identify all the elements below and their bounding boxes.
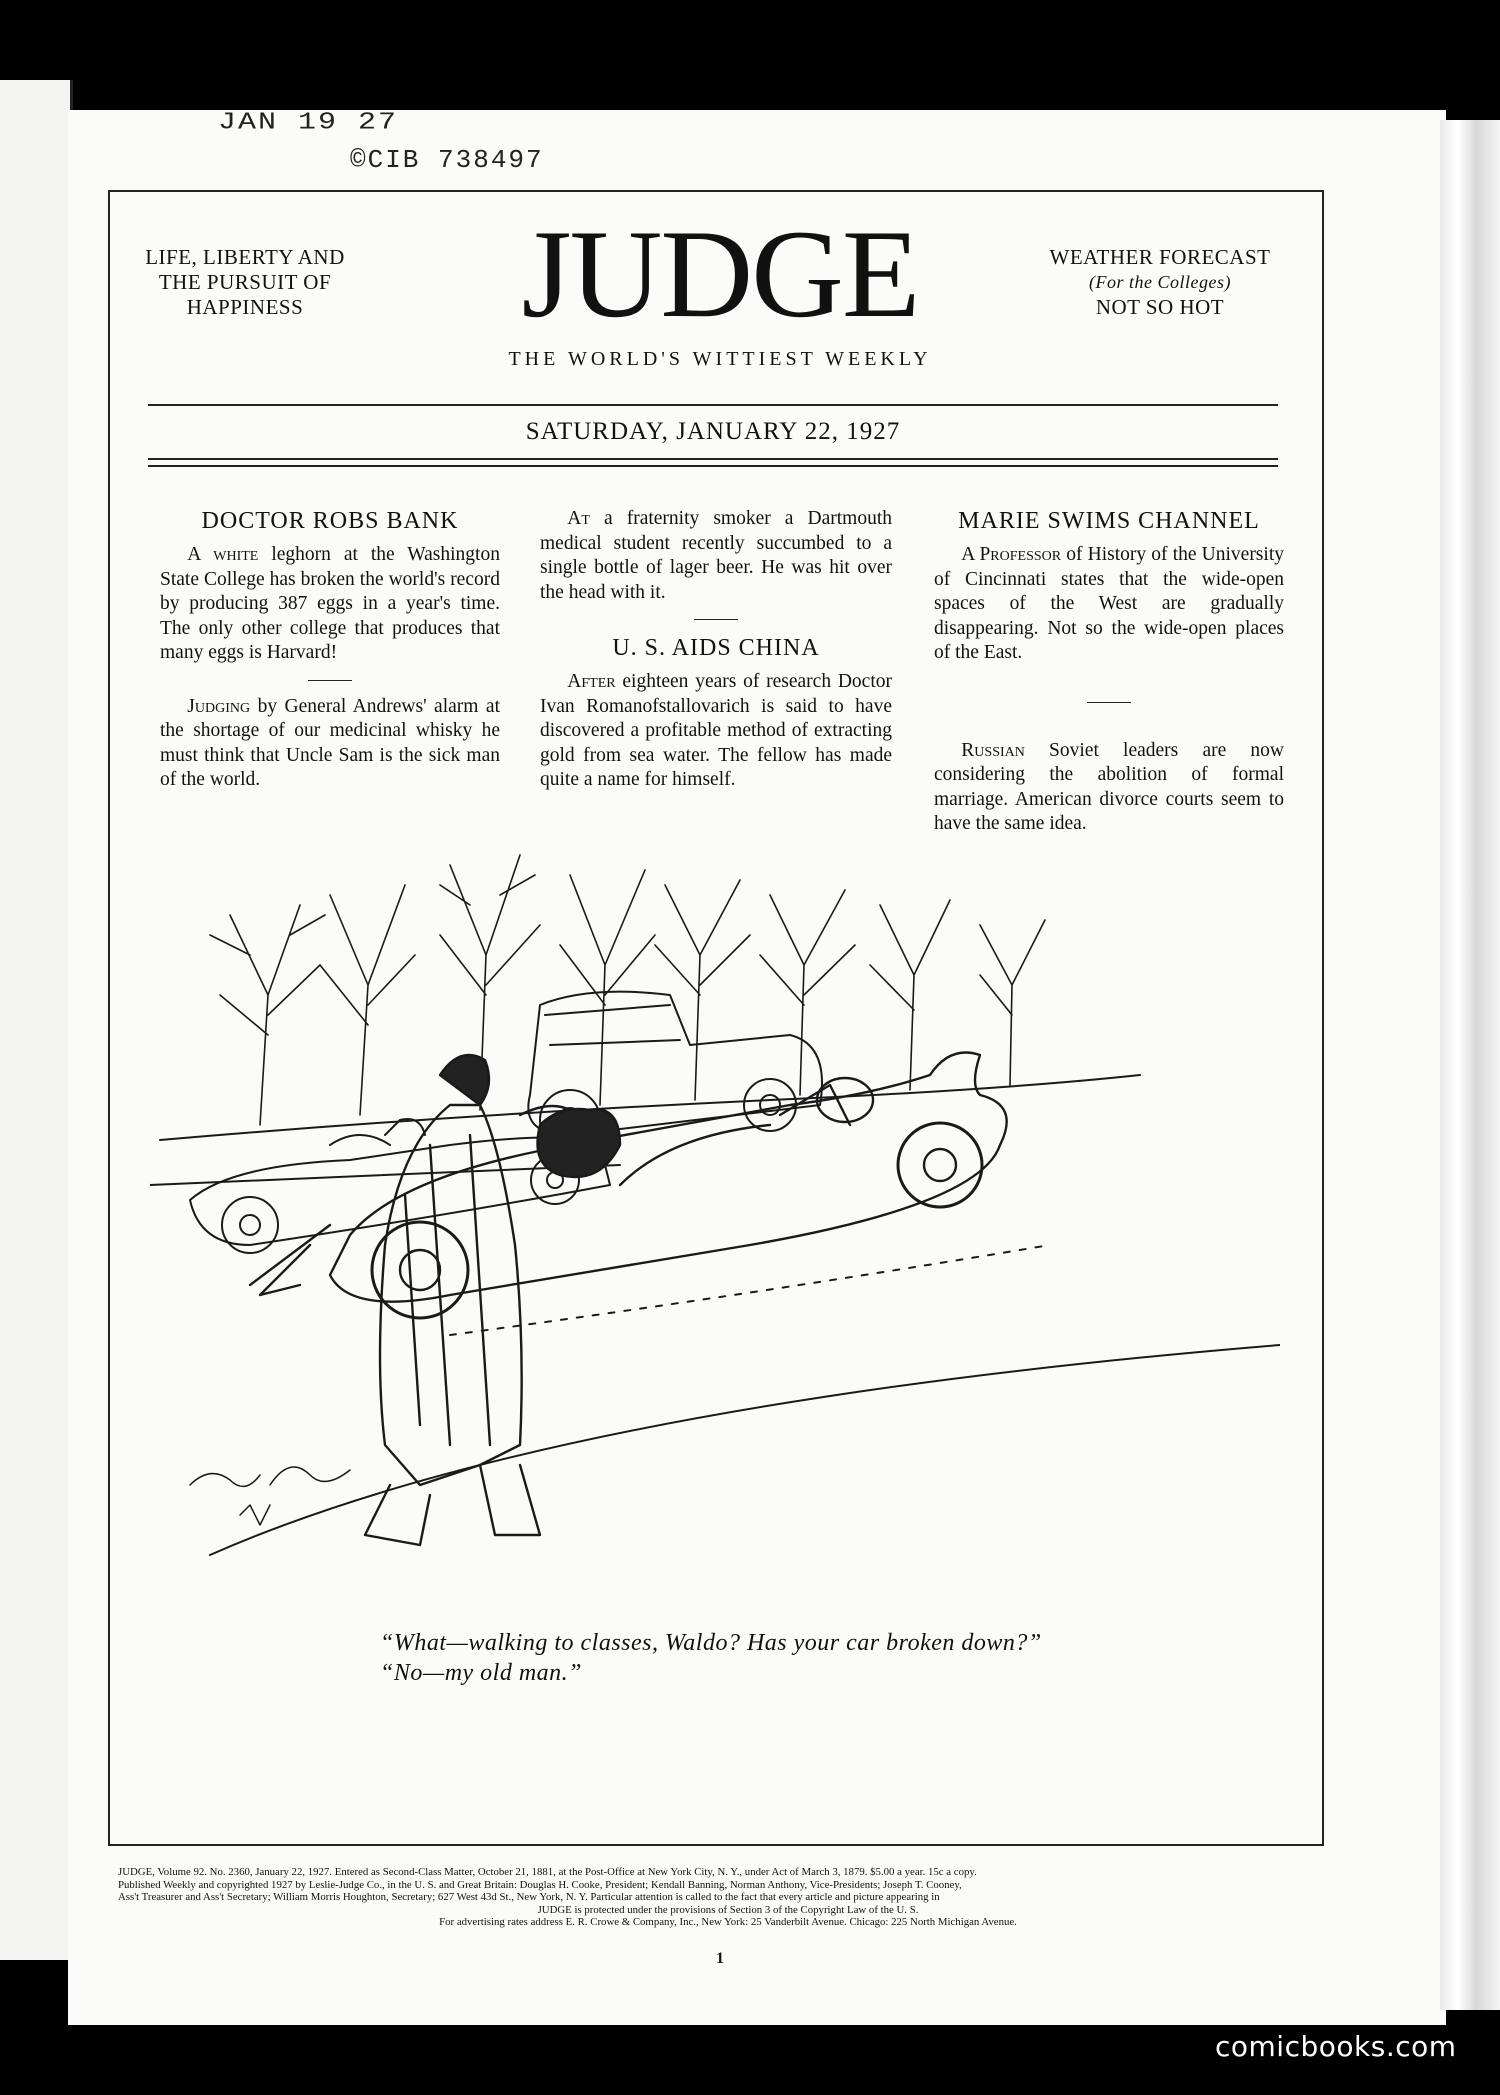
column-3 [934,507,1284,837]
paragraph [160,543,500,666]
headline-marie-swims-channel: MARIE SWIMS CHANNEL [958,508,1260,534]
imprint-line: Published Weekly and copyrighted 1927 by Leslie-Judge Co., in the U. S. and Great Britain: Douglas H. Cooke, President; Kendall Banning, Norman Anthony, Vice-Presidents; Joseph T. Cooney, [118,1878,962,1891]
separator-dash [308,680,352,681]
paragraph [540,507,892,605]
weather-subtitle: (For the Colleges) [1089,272,1231,292]
headline-us-aids-china: U. S. AIDS CHINA [612,635,820,661]
ear-line: HAPPINESS [186,295,304,319]
column-1 [160,507,500,793]
paragraph [160,695,500,793]
copyright-stamp: ©CIB 738497 [350,145,544,175]
lead-words: Judging [187,695,251,717]
book-left-edge [0,80,73,1960]
paragraph [934,739,1284,837]
lead-words: Russian [961,739,1025,761]
paragraph-text: of History of the University of Cincinnati states that the wide-open spaces of the West are gradually disappearing. Not so the wide-open places of the East. [934,544,1284,663]
separator-dash [694,619,738,620]
lead-words: After [567,671,616,692]
separator-dash [1087,702,1131,703]
masthead-title: JUDGE [521,205,919,344]
ear-line: LIFE, LIBERTY AND [145,245,345,269]
site-watermark: comicbooks.com [1215,2030,1457,2063]
issue-date: SATURDAY, JANUARY 22, 1927 [525,418,901,445]
ear-line: THE PURSUIT OF [158,270,332,294]
header-right-ear [1030,245,1290,320]
car-foreground-roadster [250,1053,1007,1319]
masthead-tagline: THE WORLD'S WITTIEST WEEKLY [508,348,932,370]
paragraph [540,670,892,793]
imprint-line: Ass't Treasurer and Ass't Secretary; William Morris Houghton, Secretary; 627 West 43d St., New York, N. Y. Particular attention is called to the fact that every article and picture appearing in [118,1891,940,1903]
paragraph-text: leghorn at the Washington State College has broken the world's record by producing 387 eggs in a year's time. The only other college that produces that many eggs is Harvard! [160,544,500,663]
road-texture [450,1245,1050,1335]
lead-words: At [567,508,590,529]
artist-signature [190,1467,350,1525]
date-rule-2 [148,465,1278,467]
imprint-line: JUDGE, Volume 92. No. 2360, January 22, 1927. Entered as Second-Class Matter, October 21, 1881, at the Post-Office at New York City, N. Y., under Act of March 3, 1879. $5.00 a year. 15c a copy. [118,1866,977,1878]
imprint-line: JUDGE is protected under the provisions of Section 3 of the Copyright Law of the U. S. [537,1903,919,1916]
lead-words: A white [187,544,259,565]
passenger-in-furcoat [538,1109,621,1177]
header-left-ear [130,245,360,320]
weather-title: WEATHER FORECAST [1049,245,1271,269]
date-rule-1 [148,458,1278,460]
column-2 [540,507,892,793]
paragraph-text: eighteen years of research Doctor Ivan Romanofstallovarich is said to have discovered a profitable method of extracting gold from sea water. The fellow has made quite a name for himself. [540,671,892,790]
publication-imprint [118,1866,1338,1929]
header-rule-top [148,404,1278,406]
lead-words: A Professor [961,544,1062,565]
paragraph-text: by General Andrews' alarm at the shortage of our medicinal whisky he must think that Uncle Sam is the sick man of the world. [160,695,500,790]
received-date-stamp: JAN 19 27 [218,109,399,137]
imprint-line: For advertising rates address E. R. Crowe & Company, Inc., New York: 25 Vanderbilt Avenue. Chicago: 225 North Michigan Avenue. [439,1916,1017,1928]
caption-line: “No—my old man.” [380,1660,583,1686]
page-number: 1 [716,1950,724,1967]
paragraph [934,543,1284,666]
paragraph-text: Soviet leaders are now considering the abolition of formal marriage. American divorce courts seem to have the same idea. [934,739,1284,834]
tree-row [210,855,1045,1125]
caption-line: “What—walking to classes, Waldo? Has your car broken down?” [380,1630,1042,1656]
weather-value: NOT SO HOT [1095,295,1225,319]
cartoon-caption [380,1628,1280,1688]
paragraph-text: a fraternity smoker a Dartmouth medical student recently succumbed to a single bottle of lager beer. He was hit over the head with it. [540,508,892,603]
cartoon-illustration [150,845,1280,1625]
headline-doctor-robs-bank: DOCTOR ROBS BANK [201,508,459,534]
page-right-edge [1440,120,1500,2010]
